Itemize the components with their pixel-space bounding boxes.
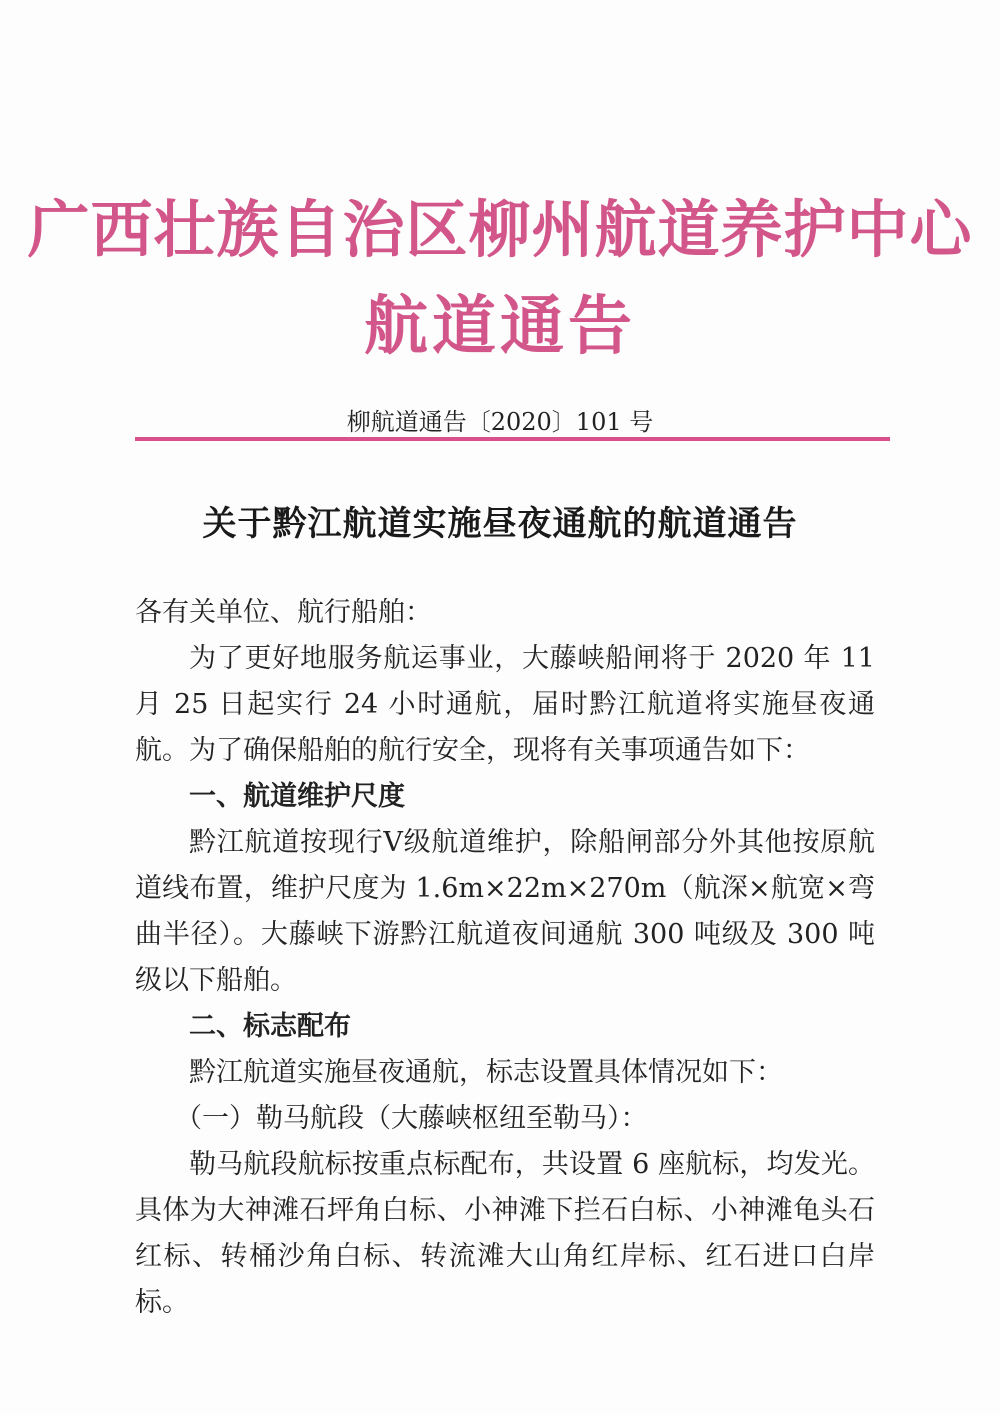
section-heading-2: 二、标志配布 [189, 1011, 351, 1042]
subsection-1-paragraph: 勒马航段航标按重点标配布，共设置 6 座航标，均发光。具体为大神滩石坪角白标、小神滩下拦石白标、小神滩龟头石红标、转桶沙角白标、转流滩大山角红岸标、红石进口白岸标。 [135, 1149, 875, 1318]
red-divider-line [135, 437, 890, 441]
notice-body [135, 590, 875, 1326]
subsection-heading-1: （一）勒马航段（大藤峡枢纽至勒马）： [175, 1103, 648, 1134]
document-number: 柳航道通告〔2020〕101 号 [346, 408, 654, 436]
notice-title: 关于黔江航道实施昼夜通航的航道通告 [202, 504, 798, 544]
document-type-heading: 航道通告 [364, 289, 636, 364]
salutation: 各有关单位、航行船舶： [135, 597, 432, 628]
section-2-paragraph: 黔江航道实施昼夜通航，标志设置具体情况如下： [189, 1057, 783, 1088]
section-1-paragraph: 黔江航道按现行Ⅴ级航道维护，除船闸部分外其他按原航道线布置，维护尺度为 1.6m×22m×270m（航深×航宽×弯曲半径）。大藤峡下游黔江航道夜间通航 300 吨级及 300 吨级以下船舶。 [135, 827, 875, 996]
section-heading-1: 一、航道维护尺度 [189, 781, 405, 812]
intro-paragraph: 为了更好地服务航运事业，大藤峡船闸将于 2020 年 11 月 25 日起实行 24 小时通航，届时黔江航道将实施昼夜通航。为了确保船舶的航行安全，现将有关事项通告如下： [135, 643, 875, 766]
issuing-organization: 广西壮族自治区柳州航道养护中心 [27, 193, 973, 266]
